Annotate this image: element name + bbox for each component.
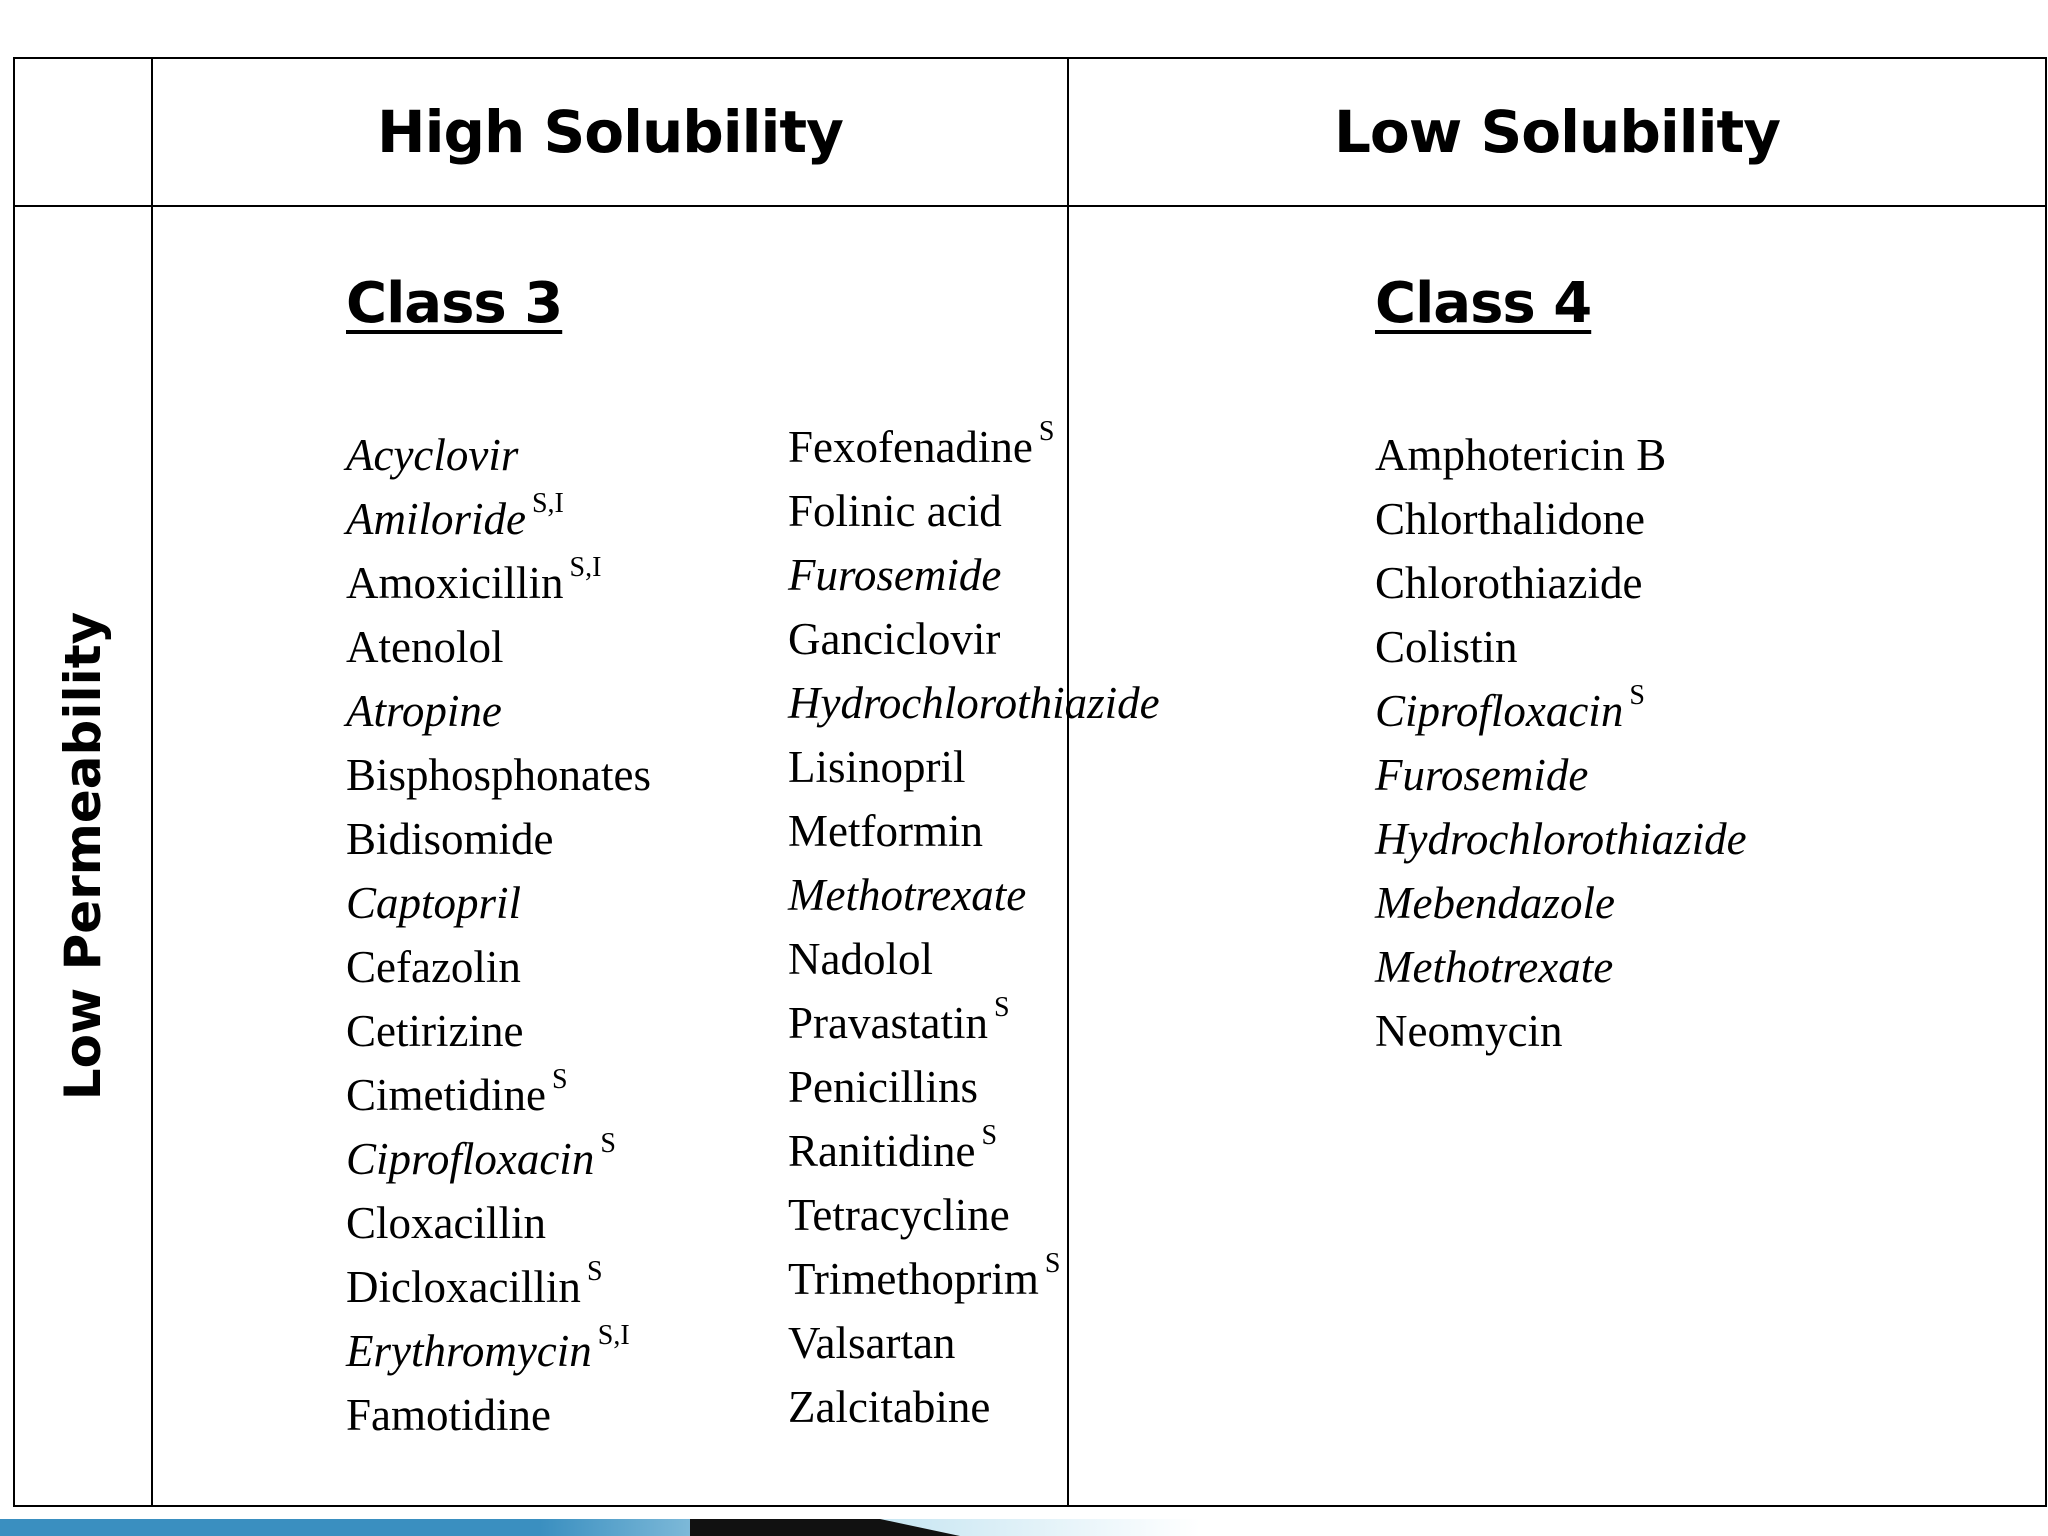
drug-footnote-marker: S — [586, 1256, 603, 1287]
footer-decoration-bar — [0, 1519, 2048, 1536]
drug-footnote-marker: S,I — [597, 1320, 630, 1351]
class4-item-neomycin — [1375, 999, 1747, 1063]
drug-name: Folinic acid — [788, 486, 1002, 536]
class3-drug-list-1 — [346, 423, 651, 1447]
drug-name: Chlorothiazide — [1375, 558, 1643, 608]
drug-name: Mebendazole — [1375, 878, 1615, 928]
drug-name: Dicloxacillin — [346, 1262, 581, 1312]
class4-item-chlorthalidone — [1375, 487, 1747, 551]
class4-cell — [1068, 206, 2046, 1506]
class3-item-dicloxacillin — [346, 1255, 651, 1319]
header-low-solubility: Low Solubility — [1068, 58, 2046, 206]
class3-item-amoxicillin — [346, 551, 651, 615]
drug-name: Erythromycin — [346, 1326, 592, 1376]
drug-name: Ranitidine — [788, 1126, 976, 1176]
drug-name: Ganciclovir — [788, 614, 1001, 664]
class3-title: Class 3 — [346, 271, 563, 336]
drug-footnote-marker: S — [551, 1064, 568, 1095]
drug-name: Lisinopril — [788, 742, 966, 792]
drug-name: Valsartan — [788, 1318, 956, 1368]
drug-name: Methotrexate — [788, 870, 1027, 920]
class3-item-atenolol — [346, 615, 651, 679]
drug-name: Methotrexate — [1375, 942, 1614, 992]
class3-item-acyclovir — [346, 423, 651, 487]
class4-item-mebendazole — [1375, 871, 1747, 935]
drug-name: Neomycin — [1375, 1006, 1563, 1056]
drug-name: Cefazolin — [346, 942, 521, 992]
class4-title: Class 4 — [1375, 271, 1592, 336]
drug-name: Colistin — [1375, 622, 1518, 672]
class3-item-ciprofloxacin — [346, 1127, 651, 1191]
class3-item-cefazolin — [346, 935, 651, 999]
drug-name: Amoxicillin — [346, 558, 564, 608]
drug-name: Amiloride — [346, 494, 526, 544]
header-high-solubility: High Solubility — [152, 58, 1068, 206]
drug-footnote-marker: S — [1038, 416, 1055, 447]
drug-name: Hydrochlorothiazide — [1375, 814, 1747, 864]
class3-item-erythromycin — [346, 1319, 651, 1383]
drug-name: Hydrochlorothiazide — [788, 678, 1160, 728]
class3-item-cloxacillin — [346, 1191, 651, 1255]
drug-name: Trimethoprim — [788, 1254, 1039, 1304]
class4-item-hydrochlorothiazide — [1375, 807, 1747, 871]
drug-name: Atropine — [346, 686, 502, 736]
class3-item-bisphosphonates — [346, 743, 651, 807]
corner-cell — [14, 58, 152, 206]
low-permeability-label: Low Permeability — [54, 611, 112, 1101]
class4-item-furosemide — [1375, 743, 1747, 807]
drug-name: Acyclovir — [346, 430, 519, 480]
drug-name: Bisphosphonates — [346, 750, 652, 800]
class3-item-captopril — [346, 871, 651, 935]
drug-name: Cetirizine — [346, 1006, 524, 1056]
drug-name: Nadolol — [788, 934, 933, 984]
drug-footnote-marker: S — [1044, 1248, 1061, 1279]
class4-item-chlorothiazide — [1375, 551, 1747, 615]
drug-name: Pravastatin — [788, 998, 988, 1048]
drug-footnote-marker: S — [993, 992, 1010, 1023]
class4-item-colistin — [1375, 615, 1747, 679]
class3-cell — [152, 206, 1160, 1506]
drug-name: Ciprofloxacin — [346, 1134, 595, 1184]
drug-name: Amphotericin B — [1375, 430, 1667, 480]
drug-name: Furosemide — [788, 550, 1002, 600]
drug-footnote-marker: S,I — [569, 552, 602, 583]
drug-name: Captopril — [346, 878, 522, 928]
class4-drug-list — [1375, 423, 1747, 1063]
class4-item-ciprofloxacin — [1375, 679, 1747, 743]
drug-name: Zalcitabine — [788, 1382, 991, 1432]
drug-footnote-marker: S — [1629, 680, 1645, 711]
drug-name: Cloxacillin — [346, 1198, 546, 1248]
drug-name: Furosemide — [1375, 750, 1589, 800]
drug-name: Ciprofloxacin — [1375, 686, 1624, 736]
drug-name: Atenolol — [346, 622, 504, 672]
class3-item-bidisomide — [346, 807, 651, 871]
side-label-cell — [14, 206, 152, 1506]
class4-item-methotrexate — [1375, 935, 1747, 999]
drug-footnote-marker: S — [981, 1120, 998, 1151]
class3-item-atropine — [346, 679, 651, 743]
class3-item-cimetidine — [346, 1063, 651, 1127]
bcs-classification-table — [13, 57, 2047, 1507]
drug-name: Bidisomide — [346, 814, 554, 864]
drug-footnote-marker: S — [600, 1128, 616, 1159]
drug-name: Penicillins — [788, 1062, 978, 1112]
drug-name: Chlorthalidone — [1375, 494, 1645, 544]
drug-footnote-marker: S,I — [531, 488, 564, 519]
header-row — [14, 58, 2046, 206]
class3-item-cetirizine — [346, 999, 651, 1063]
drug-name: Cimetidine — [346, 1070, 546, 1120]
class4-item-amphotericin-b — [1375, 423, 1747, 487]
drug-name: Fexofenadine — [788, 422, 1033, 472]
class3-item-famotidine — [346, 1383, 651, 1447]
class3-item-amiloride — [346, 487, 651, 551]
drug-name: Metformin — [788, 806, 983, 856]
low-permeability-row — [14, 206, 2046, 1506]
drug-name: Famotidine — [346, 1390, 551, 1440]
drug-name: Tetracycline — [788, 1190, 1010, 1240]
